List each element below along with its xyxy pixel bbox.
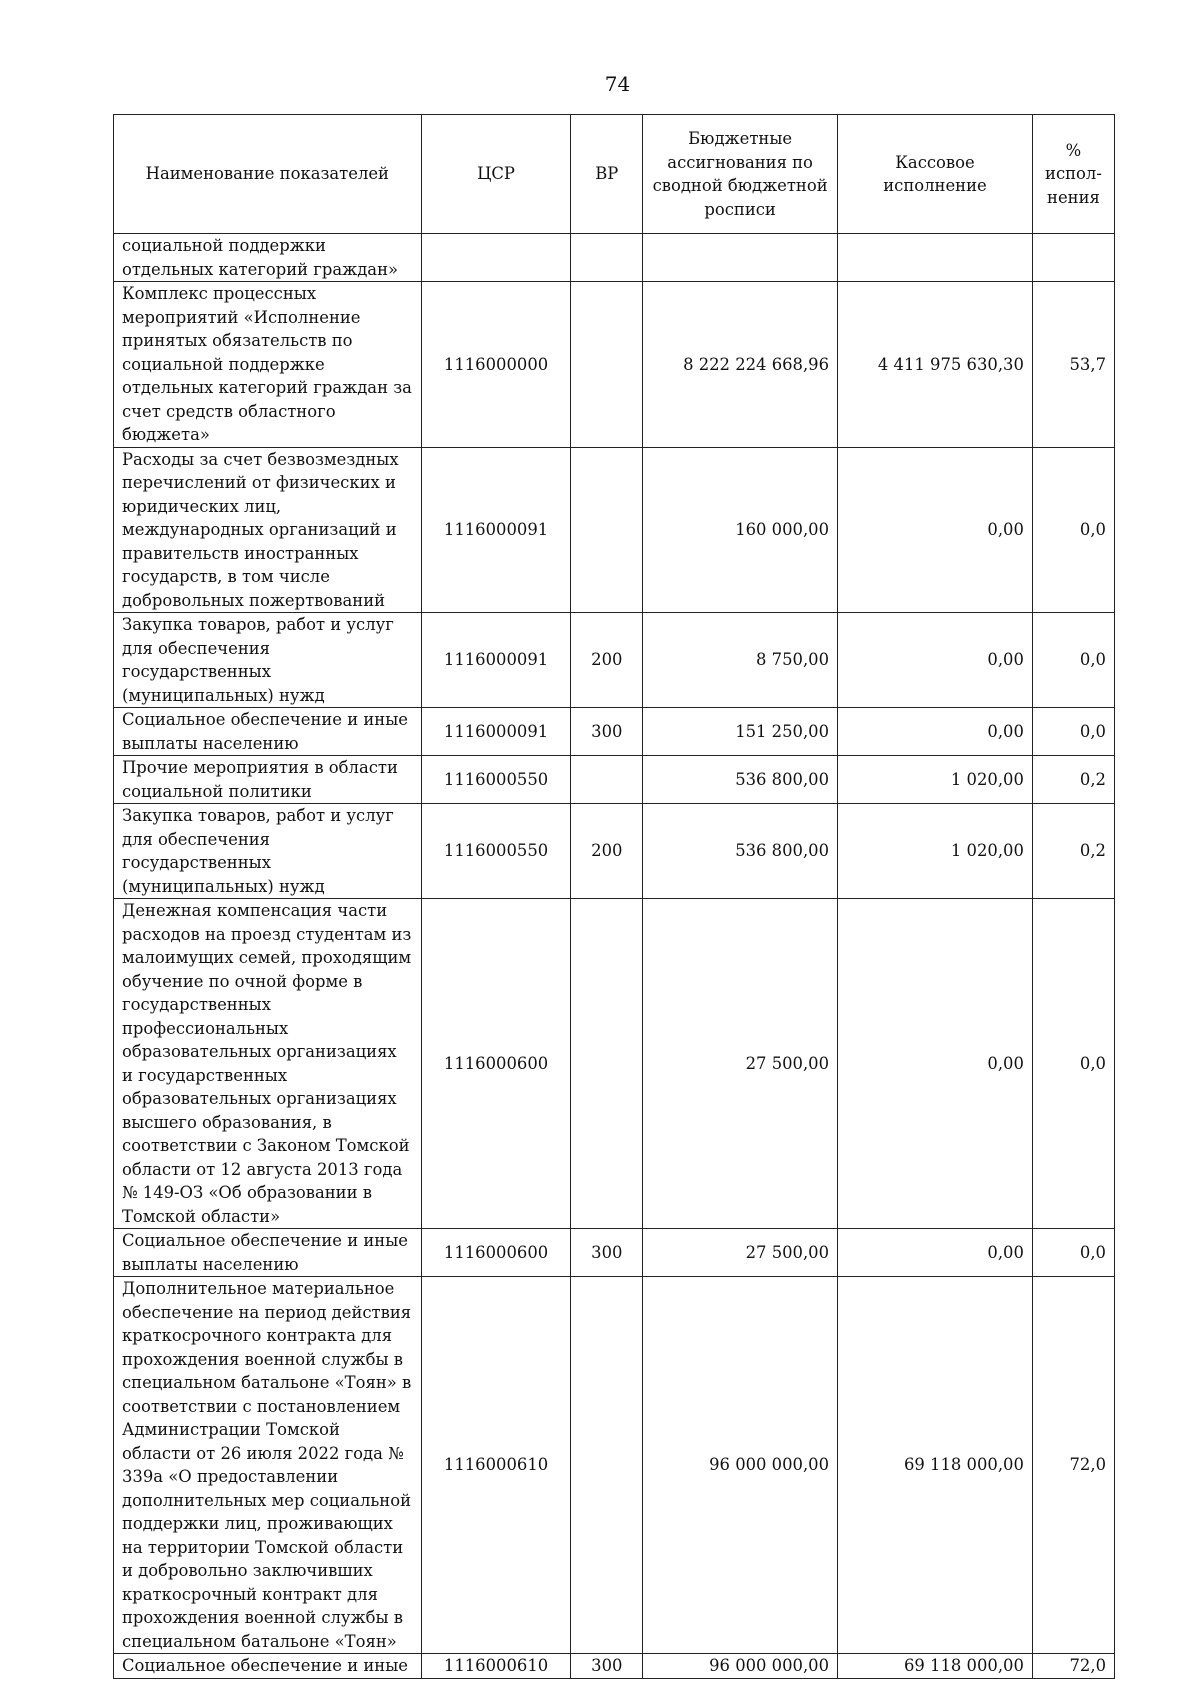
table-header-row bbox=[114, 115, 1115, 234]
table-row bbox=[114, 613, 1115, 708]
row-cash: 0,00 bbox=[838, 447, 1033, 613]
table-row bbox=[114, 804, 1115, 899]
header-budget: Бюджетные ассигнования по сводной бюджетной росписи bbox=[643, 115, 838, 234]
row-csr: 1116000600 bbox=[421, 899, 571, 1229]
row-name: Прочие мероприятия в области социальной политики bbox=[114, 756, 422, 804]
row-cash: 0,00 bbox=[838, 708, 1033, 756]
table-row bbox=[114, 282, 1115, 448]
row-csr: 1116000610 bbox=[421, 1654, 571, 1679]
table-row bbox=[114, 708, 1115, 756]
page-number: 74 bbox=[604, 72, 631, 96]
row-name: Социальное обеспечение и иные выплаты населению bbox=[114, 708, 422, 756]
row-cash: 4 411 975 630,30 bbox=[838, 282, 1033, 448]
table-row bbox=[114, 234, 1115, 282]
row-name: Комплекс процессных мероприятий «Исполнение принятых обязательств по социальной поддержке отдельных категорий граждан за счет средств областного бюджета» bbox=[114, 282, 422, 448]
row-pct: 53,7 bbox=[1032, 282, 1114, 448]
row-vr bbox=[571, 282, 643, 448]
table-row bbox=[114, 899, 1115, 1229]
row-csr: 1116000600 bbox=[421, 1229, 571, 1277]
row-csr: 1116000550 bbox=[421, 756, 571, 804]
row-pct: 0,0 bbox=[1032, 708, 1114, 756]
row-csr bbox=[421, 234, 571, 282]
row-cash: 1 020,00 bbox=[838, 804, 1033, 899]
row-pct: 0,2 bbox=[1032, 804, 1114, 899]
row-vr bbox=[571, 234, 643, 282]
header-cash: Кассовое исполнение bbox=[838, 115, 1033, 234]
row-cash bbox=[838, 234, 1033, 282]
row-name: Закупка товаров, работ и услуг для обеспечения государственных (муниципальных) нужд bbox=[114, 613, 422, 708]
row-budget: 27 500,00 bbox=[643, 899, 838, 1229]
header-name: Наименование показателей bbox=[114, 115, 422, 234]
row-csr: 1116000550 bbox=[421, 804, 571, 899]
row-csr: 1116000091 bbox=[421, 708, 571, 756]
row-name: Денежная компенсация части расходов на проезд студентам из малоимущих семей, проходящим обучение по очной форме в государственных профессиональных образовательных организациях и государственных образовательных организациях высшего образования, в соответствии с Законом Томской области от 12 августа 2013 года № 149-ОЗ «Об образовании в Томской области» bbox=[114, 899, 422, 1229]
row-pct: 72,0 bbox=[1032, 1277, 1114, 1654]
header-csr: ЦСР bbox=[421, 115, 571, 234]
header-vr: ВР bbox=[571, 115, 643, 234]
row-name: Расходы за счет безвозмездных перечислений от физических и юридических лиц, международных организаций и правительств иностранных государств, в том числе добровольных пожертвований bbox=[114, 447, 422, 613]
row-cash: 0,00 bbox=[838, 1229, 1033, 1277]
budget-execution-table bbox=[113, 114, 1115, 1679]
row-csr: 1116000091 bbox=[421, 447, 571, 613]
row-budget: 8 222 224 668,96 bbox=[643, 282, 838, 448]
row-name: социальной поддержки отдельных категорий граждан» bbox=[114, 234, 422, 282]
row-budget: 536 800,00 bbox=[643, 756, 838, 804]
row-csr: 1116000091 bbox=[421, 613, 571, 708]
row-vr bbox=[571, 447, 643, 613]
row-pct: 0,0 bbox=[1032, 613, 1114, 708]
table-row bbox=[114, 1229, 1115, 1277]
header-pct: % испол-нения bbox=[1032, 115, 1114, 234]
row-budget: 151 250,00 bbox=[643, 708, 838, 756]
row-vr bbox=[571, 756, 643, 804]
row-budget: 8 750,00 bbox=[643, 613, 838, 708]
row-pct: 0,2 bbox=[1032, 756, 1114, 804]
row-pct: 0,0 bbox=[1032, 1229, 1114, 1277]
row-vr bbox=[571, 899, 643, 1229]
row-cash: 0,00 bbox=[838, 613, 1033, 708]
row-cash: 69 118 000,00 bbox=[838, 1277, 1033, 1654]
row-vr: 300 bbox=[571, 708, 643, 756]
row-pct: 0,0 bbox=[1032, 447, 1114, 613]
row-budget: 96 000 000,00 bbox=[643, 1654, 838, 1679]
row-vr: 300 bbox=[571, 1654, 643, 1679]
row-cash: 0,00 bbox=[838, 899, 1033, 1229]
row-name: Социальное обеспечение и иные bbox=[114, 1654, 422, 1679]
row-pct bbox=[1032, 234, 1114, 282]
row-csr: 1116000610 bbox=[421, 1277, 571, 1654]
row-name: Социальное обеспечение и иные выплаты населению bbox=[114, 1229, 422, 1277]
row-vr: 300 bbox=[571, 1229, 643, 1277]
row-vr: 200 bbox=[571, 804, 643, 899]
row-budget: 96 000 000,00 bbox=[643, 1277, 838, 1654]
table-row bbox=[114, 447, 1115, 613]
row-budget: 160 000,00 bbox=[643, 447, 838, 613]
row-cash: 1 020,00 bbox=[838, 756, 1033, 804]
row-vr: 200 bbox=[571, 613, 643, 708]
row-csr: 1116000000 bbox=[421, 282, 571, 448]
row-budget: 27 500,00 bbox=[643, 1229, 838, 1277]
table-row bbox=[114, 756, 1115, 804]
row-name: Закупка товаров, работ и услуг для обеспечения государственных (муниципальных) нужд bbox=[114, 804, 422, 899]
row-name: Дополнительное материальное обеспечение на период действия краткосрочного контракта для прохождения военной службы в специальном батальоне «Тоян» в соответствии с постановлением Администрации Томской области от 26 июля 2022 года № 339а «О предоставлении дополнительных мер социальной поддержки лиц, проживающих на территории Томской области и добровольно заключивших краткосрочный контракт для прохождения военной службы в специальном батальоне «Тоян» bbox=[114, 1277, 422, 1654]
row-cash: 69 118 000,00 bbox=[838, 1654, 1033, 1679]
row-budget: 536 800,00 bbox=[643, 804, 838, 899]
row-pct: 0,0 bbox=[1032, 899, 1114, 1229]
table-row bbox=[114, 1654, 1115, 1679]
row-vr bbox=[571, 1277, 643, 1654]
row-budget bbox=[643, 234, 838, 282]
table-row bbox=[114, 1277, 1115, 1654]
row-pct: 72,0 bbox=[1032, 1654, 1114, 1679]
